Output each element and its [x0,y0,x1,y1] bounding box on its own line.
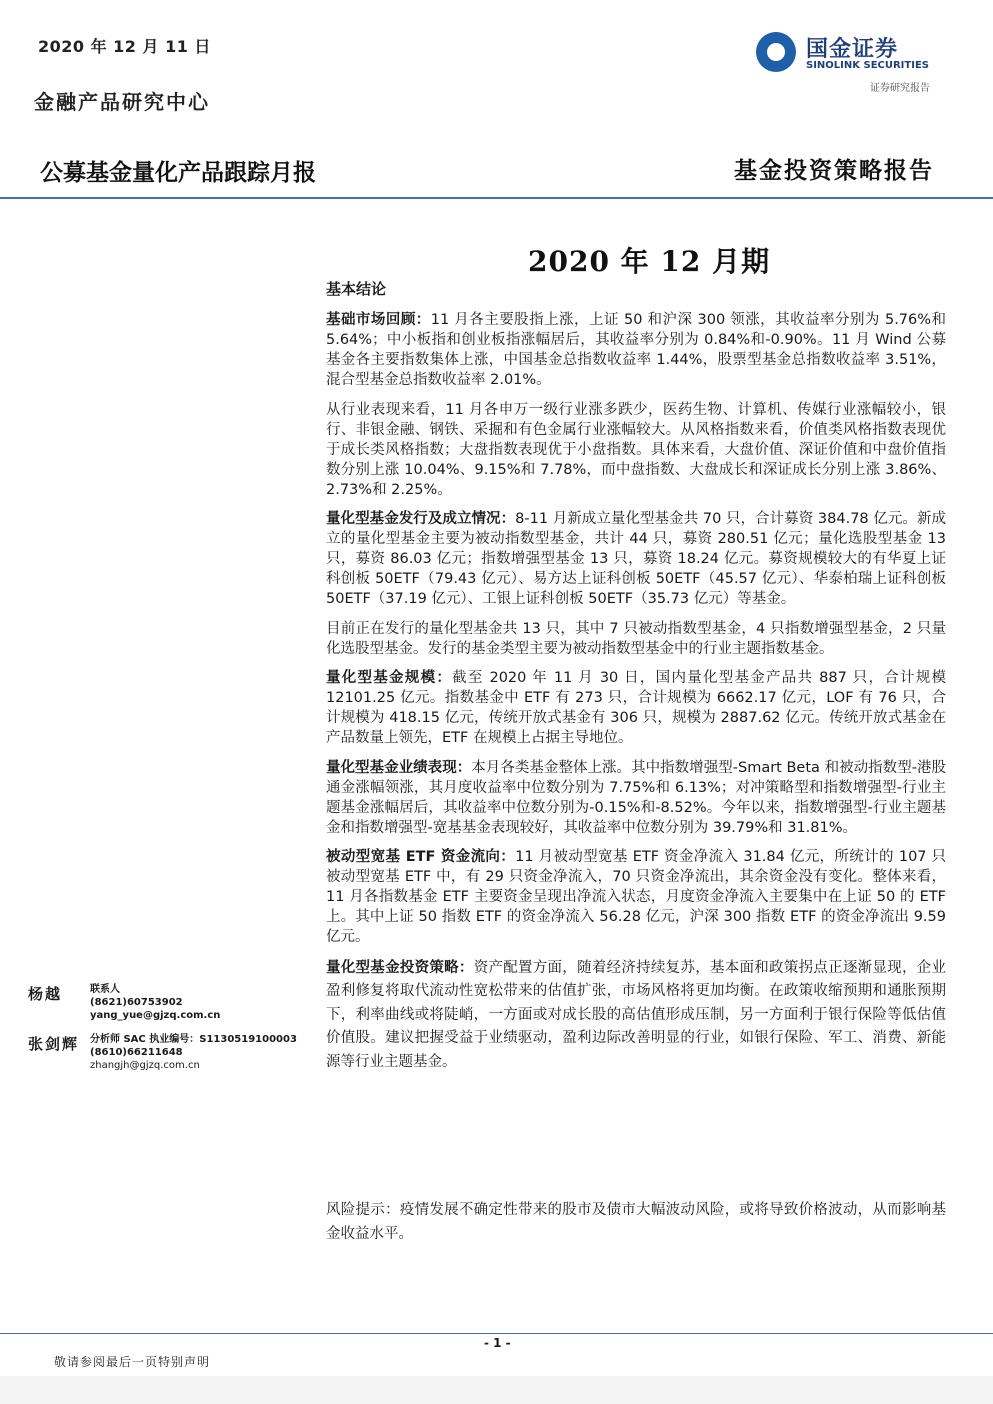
paragraph-performance [326,758,946,838]
footer-divider [0,1333,993,1334]
paragraph-strategy [326,957,946,1075]
header-divider [0,197,993,199]
paragraph-heading: 量化型基金投资策略： [326,959,474,976]
disclaimer-note: 敬请参阅最后一页特别声明 [54,1355,211,1369]
paragraph-industry [326,400,946,500]
paragraph-text: 11 月各主要股指上涨，上证 50 和沪深 300 领涨，其收益率分别为 5.76%和 5.64%；中小板指和创业板指涨幅居后，其收益率分别为 0.84%和-0.90%。11 月 Wind 公募基金各主要指数集体上涨，中国基金总指数收益率 1.44%，股票型基金总指数收益率 3.51%，混合型基金总指数收益率 2.01%。 [326,312,947,388]
analyst-email: zhangjh@gjzq.com.cn [90,1060,200,1071]
research-center-name: 金融产品研究中心 [34,90,210,114]
analyst-name: 杨越 [28,985,63,1003]
section-heading-conclusion: 基本结论 [326,280,387,298]
analyst-role: 联系人 [90,984,120,995]
report-period: 2020 年 12 月期 [528,245,771,278]
paragraph-heading: 基础市场回顾： [326,312,431,328]
logo-emblem-icon [756,32,796,72]
paragraph-issuing-now [326,619,946,659]
paragraph-text: 目前正在发行的量化型基金共 13 只，其中 7 只被动指数型基金，4 只指数增强型基金，2 只量化选股型基金。发行的基金类型主要为被动指数型基金中的行业主题指数基金。 [326,620,946,657]
paragraph-heading: 被动型宽基 ETF 资金流向： [326,849,516,865]
paragraph-text: 资产配置方面，随着经济持续复苏，基本面和政策拐点正逐渐显现，企业盈利修复将取代流动性宽松带来的估值扩张，市场风格将更加均衡。在政策收缩预期和通胀预期下，利率曲线或将陡峭，一方面或对成长股的高估值形成压制，另一方面利于银行保险等低估值价值股。建议把握受益于业绩驱动，盈利边际改善明显的行业，如银行保险、军工、消费、新能源等行业主题基金。 [326,959,947,1070]
report-type: 基金投资策略报告 [734,157,934,184]
report-date: 2020 年 12 月 11 日 [38,37,211,56]
report-category-label: 证券研究报告 [870,83,930,94]
bottom-band [0,1376,993,1404]
analyst-info [90,1033,297,1072]
logo-english-name: SINOLINK SECURITIES [806,60,929,71]
page-number: - 1 - [484,1336,511,1350]
paragraph-text: 8-11 月新成立量化型基金共 70 只，合计募资 384.78 亿元。新成立的量化型基金主要为被动指数型基金，共计 44 只，募资 280.51 亿元；量化选股型基金 13 只，募资 86.03 亿元；指数增强型基金 13 只，募资 18.24 亿元。募资规模较大的有华夏上证科创板 50ETF（79.43 亿元）、易方达上证科创板 50ETF（45.57 亿元）、华泰柏瑞上证科创板 50ETF（37.19 亿元）、工银上证科创板 50ETF（35.73 亿元）等基金。 [326,511,947,607]
analyst-phone: (8621)60753902 [90,997,183,1008]
analyst-name: 张剑辉 [28,1035,80,1053]
paragraph-heading: 量化型基金业绩表现： [326,759,472,776]
report-title: 公募基金量化产品跟踪月报 [40,160,316,186]
analyst-phone: (8610)66211648 [90,1047,183,1058]
analyst-email: yang_yue@gjzq.com.cn [90,1010,221,1021]
paragraph-heading: 量化型基金发行及成立情况： [326,511,516,527]
paragraph-text: 11 月被动型宽基 ETF 资金净流入 31.84 亿元，所统计的 107 只被动型宽基 ETF 中，有 29 只资金净流入，70 只资金净流出，其余资金没有变化。整体来看，11 月各指数基金 ETF 主要资金呈现出净流入状态，月度资金净流入主要集中在上证 50 的 ETF 上。其中上证 50 指数 ETF 的资金净流入 56.28 亿元，沪深 300 指数 ETF 的资金净流出 9.59 亿元。 [326,849,946,945]
paragraph-market-review [326,310,946,390]
main-content [326,310,946,1084]
paragraph-etf-flow [326,847,946,947]
paragraph-heading: 量化型基金规模： [326,670,453,686]
analyst-info [90,983,220,1022]
analyst-role: 分析师 SAC 执业编号：S1130519100003 [90,1034,297,1045]
paragraph-fund-scale [326,668,946,748]
company-logo [756,30,946,76]
paragraph-text: 本月各类基金整体上涨。其中指数增强型-Smart Beta 和被动指数型-港股通金涨幅领涨，其月度收益率中位数分别为 7.75%和 6.13%；对冲策略型和指数增强型-行业主题基金涨幅居后，其收益率中位数分别为-0.15%和-8.52%。今年以来，指数增强型-行业主题基金和指数增强型-宽基基金表现较好，其收益率中位数分别为 39.79%和 31.81%。 [326,759,947,836]
paragraph-issuance [326,509,946,609]
paragraph-text: 从行业表现来看，11 月各申万一级行业涨多跌少，医药生物、计算机、传媒行业涨幅较小，银行、非银金融、钢铁、采掘和有色金属行业涨幅较大。从风格指数来看，价值类风格指数表现优于成长类风格指数；大盘指数表现优于小盘指数。具体来看，大盘价值、深证价值和中盘价值指数分别上涨 10.04%、9.15%和 7.78%，而中盘指数、大盘成长和深证成长分别上涨 3.86%、2.73%和 2.25%。 [326,401,946,498]
risk-warning: 风险提示：疫情发展不确定性带来的股市及债市大幅波动风险，或将导致价格波动，从而影响基金收益水平。 [326,1202,946,1242]
paragraph-text: 截至 2020 年 11 月 30 日，国内量化型基金产品共 887 只，合计规模 12101.25 亿元。指数基金中 ETF 有 273 只，合计规模为 6662.17 亿元，LOF 有 76 只，合计规模为 418.15 亿元，传统开放式基金有 306 只，规模为 2887.62 亿元。传统开放式基金在产品数量上领先，ETF 在规模上占据主导地位。 [326,670,946,746]
logo-chinese-name: 国金证券 [806,37,899,62]
